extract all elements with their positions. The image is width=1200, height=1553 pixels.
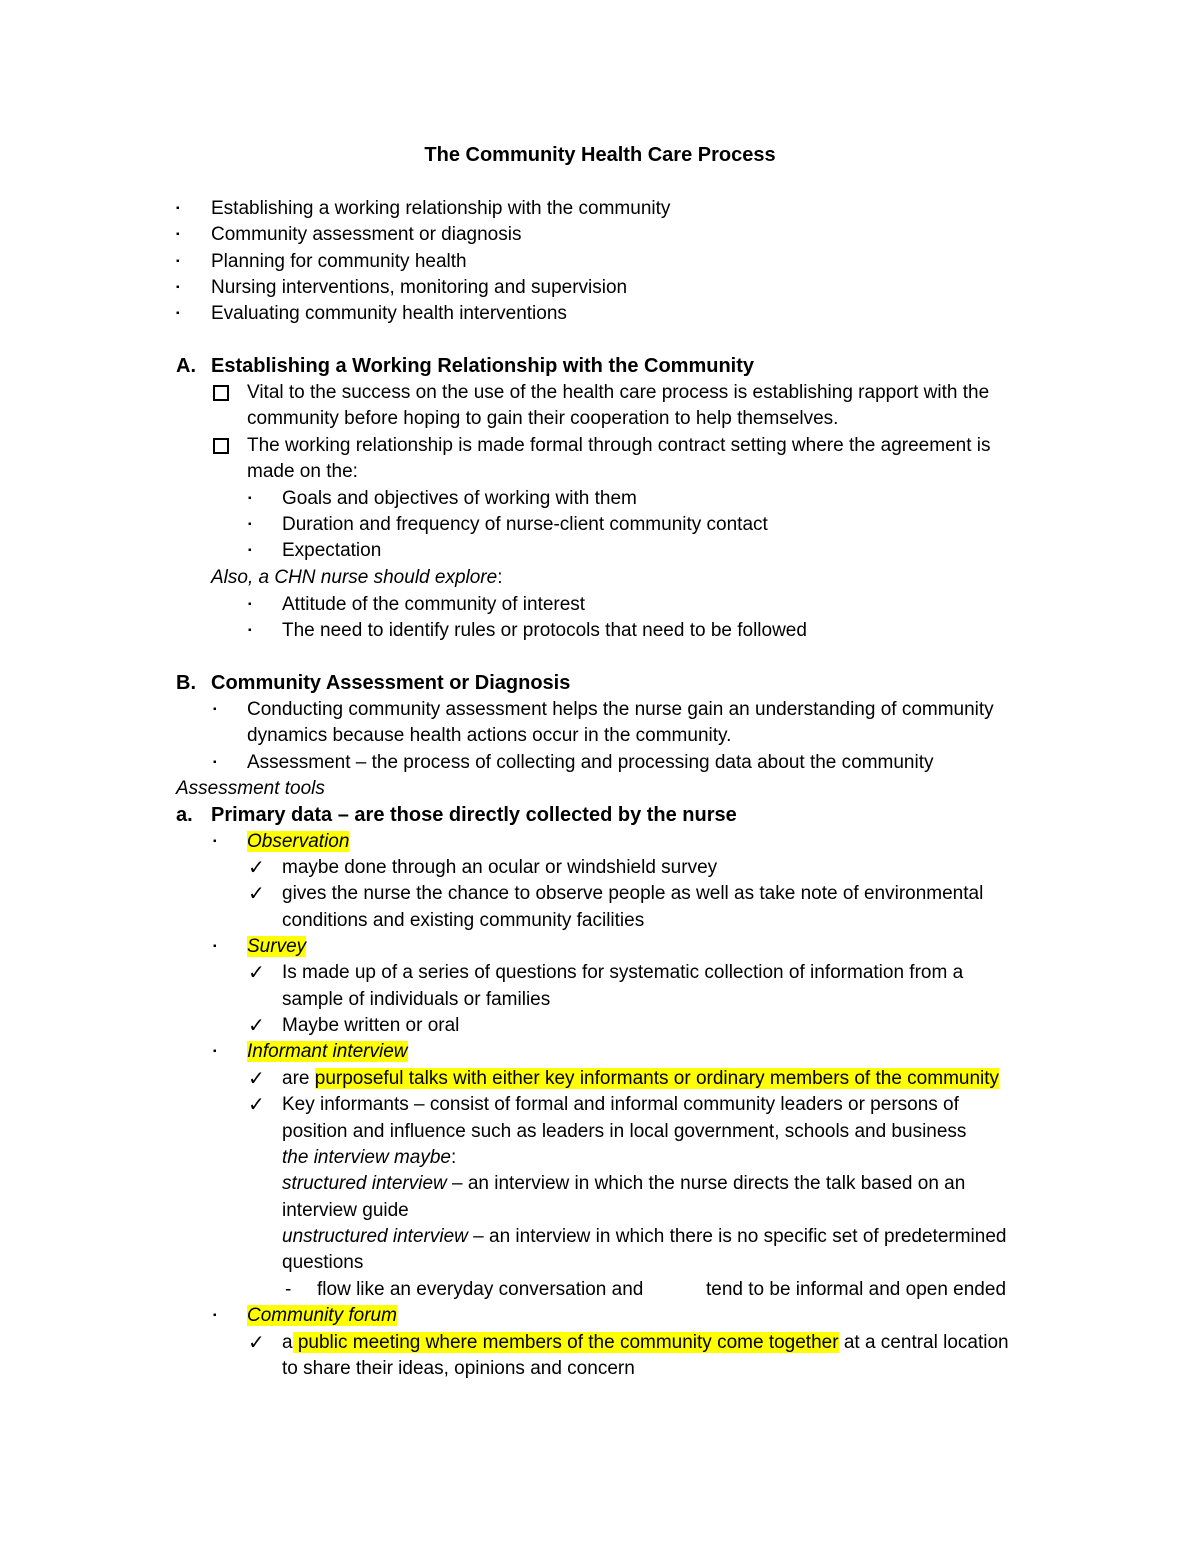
interview-note: tend to be informal and open ended bbox=[706, 1279, 1007, 1300]
checkmark-icon: ✓ bbox=[248, 1094, 265, 1116]
square-bullet-icon: ▪ bbox=[213, 1046, 217, 1057]
section-a-paragraph: community before hoping to gain their cooperation to help themselves. bbox=[247, 408, 839, 429]
observation-label: Observation bbox=[247, 831, 350, 852]
dash-bullet: - bbox=[285, 1279, 292, 1300]
assessment-tools-label: Assessment tools bbox=[176, 778, 325, 799]
square-bullet-icon: ▪ bbox=[176, 256, 180, 267]
interview-maybe-label: the interview maybe: bbox=[282, 1147, 457, 1168]
overview-item: Planning for community health bbox=[211, 251, 467, 272]
survey-point: Is made up of a series of questions for systematic collection of information from a bbox=[282, 962, 964, 983]
section-b-paragraph: dynamics because health actions occur in the community. bbox=[247, 725, 732, 746]
checkmark-icon: ✓ bbox=[248, 883, 265, 905]
section-a-heading: Establishing a Working Relationship with the Community bbox=[211, 355, 754, 377]
square-bullet-icon: ▪ bbox=[176, 308, 180, 319]
checkmark-icon: ✓ bbox=[248, 1332, 265, 1354]
square-bullet-icon: ▪ bbox=[248, 625, 252, 636]
section-b-paragraph: Assessment – the process of collecting and processing data about the community bbox=[247, 752, 934, 773]
overview-item: Establishing a working relationship with the community bbox=[211, 198, 671, 219]
interview-note: flow like an everyday conversation and bbox=[317, 1279, 644, 1300]
section-a-paragraph: made on the: bbox=[247, 461, 358, 482]
structured-interview: structured interview – an interview in which the nurse directs the talk based on an bbox=[282, 1173, 966, 1194]
overview-item: Nursing interventions, monitoring and supervision bbox=[211, 277, 628, 298]
square-bullet-icon: ▪ bbox=[176, 203, 180, 214]
observation-point: maybe done through an ocular or windshield survey bbox=[282, 857, 718, 878]
interview-point: position and influence such as leaders in local government, schools and business bbox=[282, 1121, 967, 1142]
survey-point: sample of individuals or families bbox=[282, 989, 551, 1010]
survey-point: Maybe written or oral bbox=[282, 1015, 460, 1036]
checkmark-icon: ✓ bbox=[248, 1015, 265, 1037]
primary-data-heading: Primary data – are those directly collected by the nurse bbox=[211, 804, 737, 826]
forum-label: Community forum bbox=[247, 1305, 397, 1326]
square-bullet-icon: ▪ bbox=[213, 836, 217, 847]
observation-point: gives the nurse the chance to observe people as well as take note of environmental bbox=[282, 883, 984, 904]
observation-point: conditions and existing community facilities bbox=[282, 910, 645, 931]
forum-point: a public meeting where members of the community come together at a central location bbox=[282, 1332, 1009, 1353]
primary-data-letter: a. bbox=[176, 804, 193, 826]
unstructured-interview: questions bbox=[282, 1252, 364, 1273]
square-bullet-icon: ▪ bbox=[213, 704, 217, 715]
also-label: Also, a CHN nurse should explore: bbox=[211, 567, 503, 588]
survey-label: Survey bbox=[247, 936, 307, 957]
square-bullet-icon: ▪ bbox=[248, 599, 252, 610]
checkbox-bullet-icon bbox=[213, 380, 229, 406]
square-bullet-icon: ▪ bbox=[176, 282, 180, 293]
square-bullet-icon: ▪ bbox=[213, 941, 217, 952]
agreement-item: Goals and objectives of working with them bbox=[282, 488, 637, 509]
square-bullet-icon: ▪ bbox=[248, 545, 252, 556]
structured-interview: interview guide bbox=[282, 1200, 409, 1221]
forum-point: to share their ideas, opinions and concern bbox=[282, 1358, 635, 1379]
section-b-paragraph: Conducting community assessment helps the nurse gain an understanding of community bbox=[247, 699, 994, 720]
overview-item: Community assessment or diagnosis bbox=[211, 224, 522, 245]
agreement-item: Duration and frequency of nurse-client community contact bbox=[282, 514, 768, 535]
agreement-item: Expectation bbox=[282, 540, 382, 561]
square-bullet-icon: ▪ bbox=[213, 1310, 217, 1321]
square-bullet-icon: ▪ bbox=[176, 229, 180, 240]
interview-point: are purposeful talks with either key informants or ordinary members of the community bbox=[282, 1068, 1000, 1089]
checkmark-icon: ✓ bbox=[248, 857, 265, 879]
interview-label: Informant interview bbox=[247, 1041, 408, 1062]
section-a-paragraph: The working relationship is made formal through contract setting where the agreement is bbox=[247, 435, 991, 456]
unstructured-interview: unstructured interview – an interview in which there is no specific set of predetermined bbox=[282, 1226, 1007, 1247]
checkmark-icon: ✓ bbox=[248, 1068, 265, 1090]
section-a-letter: A. bbox=[176, 355, 196, 377]
interview-point: Key informants – consist of formal and informal community leaders or persons of bbox=[282, 1094, 959, 1115]
checkbox-bullet-icon bbox=[213, 433, 229, 459]
square-bullet-icon: ▪ bbox=[248, 519, 252, 530]
section-a-paragraph: Vital to the success on the use of the health care process is establishing rapport with the bbox=[247, 382, 990, 403]
overview-item: Evaluating community health interventions bbox=[211, 303, 567, 324]
checkmark-icon: ✓ bbox=[248, 962, 265, 984]
explore-item: Attitude of the community of interest bbox=[282, 594, 586, 615]
square-bullet-icon: ▪ bbox=[248, 493, 252, 504]
explore-item: The need to identify rules or protocols that need to be followed bbox=[282, 620, 807, 641]
section-b-heading: Community Assessment or Diagnosis bbox=[211, 672, 571, 694]
square-bullet-icon: ▪ bbox=[213, 757, 217, 768]
document-title: The Community Health Care Process bbox=[424, 144, 776, 166]
section-b-letter: B. bbox=[176, 672, 196, 694]
